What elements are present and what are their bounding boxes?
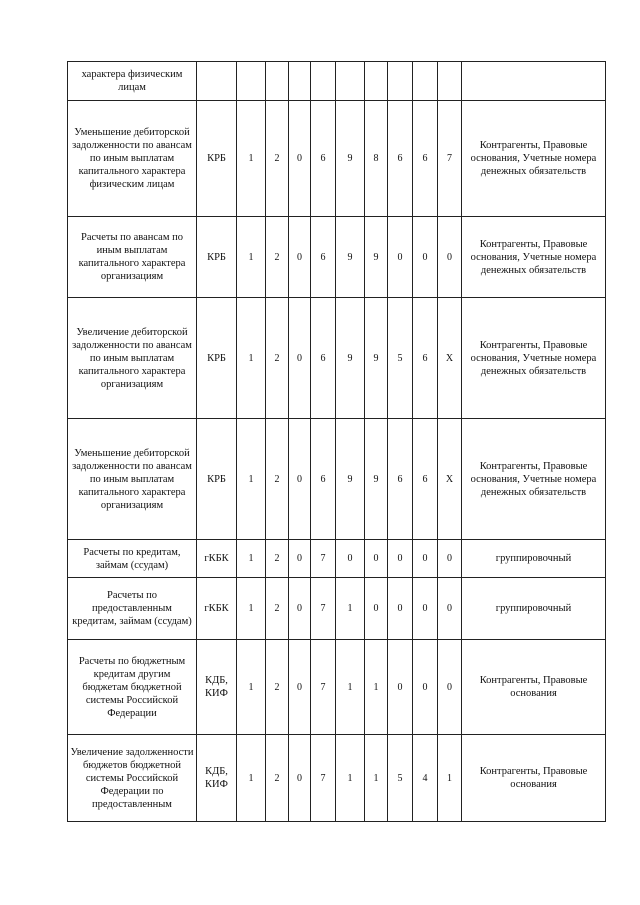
table-body [68,62,606,822]
account-digit-cell: 6 [311,419,336,540]
account-digit-cell: 0 [438,578,462,640]
account-digit-cell: 1 [237,540,266,578]
account-digit-cell: 0 [413,640,438,735]
account-digit-cell [388,62,413,101]
account-digit-cell: 9 [365,419,388,540]
account-digit-cell: 0 [388,640,413,735]
account-digit-cell: 2 [266,735,289,822]
account-name-cell: Увеличение дебиторской задолженности по авансам по иным выплатам капитального характера организациям [68,298,197,419]
account-digit-cell [413,62,438,101]
account-name-cell: Уменьшение дебиторской задолженности по авансам по иным выплатам капитального характера организациям [68,419,197,540]
account-digit-cell: 0 [438,640,462,735]
account-digit-cell: 9 [365,298,388,419]
analytics-attributes-cell: Контрагенты, Правовые основания [462,735,606,822]
account-name-cell: Увеличение задолженности бюджетов бюджетной системы Российской Федерации по предоставленным [68,735,197,822]
table-row [68,101,606,217]
account-digit-cell: 1 [365,640,388,735]
account-digit-cell: 0 [388,540,413,578]
table-row [68,217,606,298]
account-digit-cell: 6 [413,101,438,217]
account-digit-cell: 0 [413,217,438,298]
analytics-attributes-cell [462,62,606,101]
account-digit-cell: 2 [266,540,289,578]
table-row [68,540,606,578]
account-digit-cell: 0 [365,540,388,578]
account-digit-cell: Х [438,298,462,419]
account-digit-cell: 0 [289,540,311,578]
account-digit-cell: 2 [266,217,289,298]
account-digit-cell: 0 [289,217,311,298]
table-row [68,578,606,640]
account-digit-cell [438,62,462,101]
account-digit-cell: 9 [336,298,365,419]
accounts-table [67,61,606,822]
account-name-cell: Расчеты по бюджетным кредитам другим бюджетам бюджетной системы Российской Федерации [68,640,197,735]
account-digit-cell: 4 [413,735,438,822]
account-digit-cell: 5 [388,735,413,822]
account-digit-cell: 6 [311,101,336,217]
account-digit-cell [289,62,311,101]
account-digit-cell: 0 [388,578,413,640]
table-row [68,640,606,735]
account-digit-cell: 0 [289,735,311,822]
account-digit-cell: 1 [237,640,266,735]
account-digit-cell: 7 [311,735,336,822]
account-digit-cell [336,62,365,101]
account-digit-cell: 0 [365,578,388,640]
account-name-cell: Расчеты по предоставленным кредитам, займам (ссудам) [68,578,197,640]
account-digit-cell: 0 [413,540,438,578]
account-digit-cell: 6 [388,101,413,217]
analytics-attributes-cell: группировочный [462,578,606,640]
table-row [68,419,606,540]
account-digit-cell: 0 [289,298,311,419]
account-digit-cell: 0 [438,217,462,298]
account-digit-cell [365,62,388,101]
table-row [68,62,606,101]
analytics-attributes-cell: Контрагенты, Правовые основания [462,640,606,735]
account-name-cell: Расчеты по авансам по иным выплатам капитального характера организациям [68,217,197,298]
account-digit-cell: 2 [266,640,289,735]
account-digit-cell: 2 [266,298,289,419]
account-digit-cell: 2 [266,419,289,540]
account-digit-cell: 0 [413,578,438,640]
account-digit-cell: 6 [311,217,336,298]
account-kind-cell [197,62,237,101]
account-digit-cell: 1 [237,419,266,540]
account-digit-cell: 9 [336,101,365,217]
account-digit-cell: 1 [438,735,462,822]
account-kind-cell: КДБ, КИФ [197,640,237,735]
account-digit-cell [311,62,336,101]
account-digit-cell: 6 [388,419,413,540]
account-digit-cell: 1 [237,578,266,640]
account-kind-cell: КРБ [197,298,237,419]
analytics-attributes-cell: группировочный [462,540,606,578]
analytics-attributes-cell: Контрагенты, Правовые основания, Учетные номера денежных обязательств [462,419,606,540]
account-digit-cell: 6 [311,298,336,419]
account-digit-cell [237,62,266,101]
account-digit-cell: 7 [311,640,336,735]
account-digit-cell: 0 [289,578,311,640]
account-digit-cell: 6 [413,419,438,540]
account-digit-cell: 9 [336,217,365,298]
account-digit-cell: 0 [289,419,311,540]
account-digit-cell: 2 [266,101,289,217]
account-digit-cell: 1 [237,735,266,822]
account-digit-cell: 1 [336,735,365,822]
account-digit-cell: 8 [365,101,388,217]
account-digit-cell: 1 [336,578,365,640]
account-digit-cell: 0 [289,101,311,217]
account-digit-cell: 2 [266,578,289,640]
account-digit-cell: 1 [365,735,388,822]
account-digit-cell: 9 [336,419,365,540]
account-digit-cell: 1 [336,640,365,735]
account-digit-cell: 6 [413,298,438,419]
account-kind-cell: гКБК [197,578,237,640]
table-row [68,298,606,419]
account-digit-cell: 0 [336,540,365,578]
analytics-attributes-cell: Контрагенты, Правовые основания, Учетные номера денежных обязательств [462,101,606,217]
account-name-cell: характера физическим лицам [68,62,197,101]
account-digit-cell: 0 [438,540,462,578]
account-digit-cell: 1 [237,101,266,217]
account-digit-cell: 7 [311,578,336,640]
analytics-attributes-cell: Контрагенты, Правовые основания, Учетные номера денежных обязательств [462,298,606,419]
account-digit-cell: 0 [388,217,413,298]
account-kind-cell: гКБК [197,540,237,578]
account-digit-cell: 1 [237,217,266,298]
table-row [68,735,606,822]
account-digit-cell: 0 [289,640,311,735]
account-kind-cell: КРБ [197,419,237,540]
account-kind-cell: КРБ [197,217,237,298]
account-digit-cell [266,62,289,101]
account-digit-cell: Х [438,419,462,540]
account-kind-cell: КДБ, КИФ [197,735,237,822]
account-digit-cell: 7 [438,101,462,217]
account-digit-cell: 5 [388,298,413,419]
account-digit-cell: 7 [311,540,336,578]
account-name-cell: Расчеты по кредитам, займам (ссудам) [68,540,197,578]
analytics-attributes-cell: Контрагенты, Правовые основания, Учетные номера денежных обязательств [462,217,606,298]
account-digit-cell: 9 [365,217,388,298]
account-digit-cell: 1 [237,298,266,419]
account-name-cell: Уменьшение дебиторской задолженности по авансам по иным выплатам капитального характера физическим лицам [68,101,197,217]
account-kind-cell: КРБ [197,101,237,217]
